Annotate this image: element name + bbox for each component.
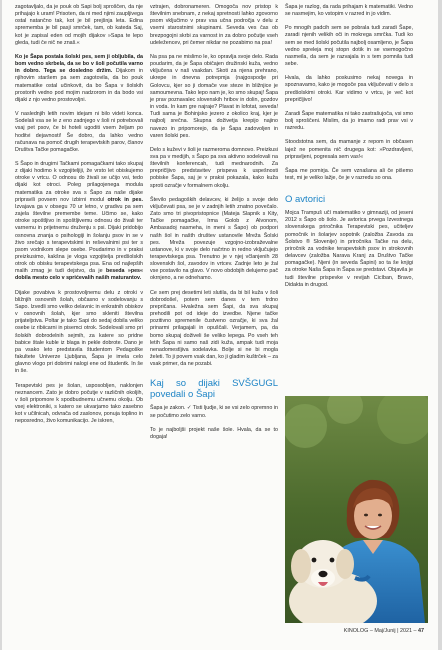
photo-illustration xyxy=(285,396,428,623)
bold-statement: beseda »pes« dobila mesto celo v sprićevalih naših maturantov. xyxy=(15,268,143,282)
paragraph: Ce sem prej desetimi leti slutila, da bi bil kuža v šoli dobrodošel, potem sem danes v tem trdno prepričana. Hvaležna sem Šapi, da sva skupaj prehodili pot od ideje do izvedbe. Njene tačke pozitivno spremenile čustveno ozračje, ki sva žal prinarmi prilagajali in opuščali. Verjamem, pa, da bomo skupaj doživeli še veliko lepega. Po vseh teh letih Šapa ni samo naš zidi kuža, ampak tudi moja nenadomestljiva sodelavka. Bolje si ne bi mogla želeti. To ji povem vsak dan, ko ji gladim kuštrček – za vsak primer, da ne pozabi. xyxy=(150,289,278,368)
student-quote: Po mnogih padcih sem se pobrala tudi zaradi Šape, zaradi njenih velikih oči in mokrega smrčka. Tudi ko sem se med šolski počutila najbolj osamljeno, je Šapa vedno spreleja moj stopn dotik in se vsemogočno nasmeila, da sem je razvajala in s tem pomnila tudi sebe. xyxy=(285,25,413,68)
student-quote: To je najboljši projekt naše šole. Hvala, da se to dogaja! xyxy=(150,426,278,440)
paragraph: V naslednjih letih novim idejam ni bilo videti konca. Sodelali vsa se le z eno zadnjego v šoli ni potrebovali vsaj pet psov, če bi hoteli ugoditi vsem željam po hoditvi dejavnosti! Še dobro, da lahko vedno računava na pomoč drugih terapevtskih parov, članov Društva Tačke pomagačke. xyxy=(15,111,143,153)
issue-date: Maj/Junij | 2021 xyxy=(374,628,412,634)
paragraph-text: S Šapo in drugimi Tačkami pomagačkami tako skupaj z dijaki hodimo k vzgojiteljiji, že vrsto let obiskujemo otroke v vrtcu. O odnosu do živali se učijo vsi, tedo dijaki kot otroci. Poleg prilagojenega modula matematika za otroke sva s Šapo za naše dijake pripravili povsem nov izbirni modul xyxy=(15,160,143,203)
paragraph: Dijake povabiva k prostovoljnemu delu z otroki v bližnjih osnovnih šolah, občasno v sodelovanju s Sapo. Izvedli smo veliko delavnic in enkratnih obiskov v osnovnih šolah, kjer smo skleniti številna prijateljstva. Poltar je tako Sapi do sedaj dobila veliko osebe iz ribiicarni in pisemci otrok. Sodelovali smo pri šolskih dobrodelnih sejmih, za katere so pridne babice štale kuble iz blaga in pekle dobrote. Dano je pa vsako leto predstavila študentom Pedagoške fakultete Univerze Ljubljana, Šapa je imela celo glavno vlogo pri dobrimi nalogi ene od študentk. In še in še. xyxy=(15,289,143,375)
paragraph: Na psa pa ne mislimo le, ko opravlja svoje delo. Rada poudarim, da je Šapa običajen družinski kuža, vedno vključena v naš vsakdan. Skoti za njena prehrano, ukrepe in dnevna potrepmja (najgospodje pri Golovcu, kjer so ji domače vse steze in bližnjice je samoumevna. Tako lepo nam je, ko smo skupaj! Šapa je prav poznavalec slovenskih hribov in dolin, gozdov in voda. In kam gre najraje? Plavat in lofotat, seveda! Tudi sama je Bohinjsko jezero z okolico kraj, kjer je najbolj srečna. Skupna doživetja krepijo najino navezo in pripomorejo, da je Šapa zadovoljen in varen šolski pes. xyxy=(150,53,278,139)
paragraph-text: Dijakom in njihovim staršem pa sem zagotovila, da bo pouk matematike ostal učinkovit, da bo Šapa v šolskih prostorih vedno pod mojim nadzorom in da bodo vsi dijaki z njo vedno prostovoljni. xyxy=(15,68,143,103)
bold-statement: Ko je Šapa postala šolski pes, sem ji obljubila, da bom vedno skrbela, da se bo v šoli počutila varno in dobro. Tega se dosledno držim. xyxy=(15,53,143,75)
paragraph: Delo s kuževi v šoli je razmeroma domnovo. Preizkusi sva pa v medijih, s Šapo pa sva aktivno sodelovali na številnih konferencah, tudi mednarodnih. Za prepričljivo predstavitev prispeva k uspešnosti pobiske Šapa, saj je v praksi pokazala, kako kuža sproti ozračje v formalnem okolju. xyxy=(150,146,278,189)
column-left xyxy=(15,4,143,425)
author-with-dog-photo xyxy=(285,396,428,623)
paragraph: vztrajen, dobronameren. Omogoča nov pristop k številnim snebnam, z nekaj spretnosti lahko zgovorno psom vključimo v prav vsa učna področja v delu z vsemi starostnimi skupinami. Seveda ves čas ob brezpogojni skrbi za varnost in za dobro počutje vseh udeležencev, pri čemer nikdar ne pozabimo na psa! xyxy=(150,4,278,46)
student-quote: Šapa je razlog, da rada prihajam k matematiki. Vedno se nasmejim, ko vstopim v razred in jo vidim. xyxy=(285,4,413,18)
paragraph: Število pedagoških delavcev, ki želijo s svoje delo vključevati psa, se je v zadnjih letih znatno povečalo. Zato smo tri pivopristopnice (Mateja Slapnik s Kity, Tačke pomagačke, Irma Golob z Alvonom, Ambasadoj nasmeha, in meni s Šapo) ob podpori našh šol in našth društev ustanovile Mreža Šolski pes. Mreža povezuje vzgojno-izobraževalne ustanove, ki v svoje delo načrtno in redno vključujejo terapevtskega psa. Trenutno je v njej včlanjenih 28 slovenskih šol, zavodov in vrtcev. Zadnje leto je žal vse postavilo na glavo. V novo obdobjih delujemo pač okrnjeno, a ne odnehamo. xyxy=(150,196,278,282)
paragraph-text: Izvajava ga v obsegu 70 ur letno, v gradivu pa sem zajela številne premembe teme. Učimo se, kako otroke spoštljivo in spoštljivemu odnosu do živali ter varnemu in prijetnemu druženju s psi. Dijaki pridobijo osnovna znanja o psihologiji in šolanju psov in se v živo srečajo s terapevtskimi in reševalnimi psi ter s psom vodnikom slepe osebe. Poudarimo in v praksi preizkusimo, kakšna je vloga vzgojitelja predšolskih otrok ob obisku terapevtskega psa. Ena od najlepših malih zmag je tudi dejstvo, da je xyxy=(15,203,143,275)
student-quote: Zaradi Šape matematika ni tako zastrašujoča, vsi smo bolj sproščeni. Mislim, da jo imamo radi prav vsi v razredu. xyxy=(285,110,414,132)
magazine-page xyxy=(2,0,438,650)
student-quote: Šapa me pomirja. Če sem vznašana ali če pišemo test, mi je veliko lažje, če je v razredu so ona. xyxy=(285,167,413,181)
column-middle xyxy=(150,4,278,441)
column-right xyxy=(285,4,413,289)
section-heading-students: Kaj so dijaki SVŠGUGL povedali o Šapi xyxy=(150,378,278,401)
magazine-name: KINOLOG xyxy=(343,628,369,634)
student-quote: Šapa je zakon. ✓ Tisti ljudje, ki se vsi zelo opremno in se počutimo zelo varno. xyxy=(150,405,278,419)
paragraph xyxy=(15,54,143,104)
author-bio: Mojca Trampuš učí matematiko v gimnaziji, od jeseni 2012 s Šapo ob šolo. Je avtorica prvega Izvestnega slovenskega priročnika Terapevtski pes, učiteljev pomočnik in šolarjev sopotnik (založba Zavoda za Šolstvo ® Slovenije) in priročnika Tačke na delu, priročnik za vodnike terapevtskih psov in strokovnih delavcev (založba Narava Kranj za Društvo Tačke pomagačke). Njeni (in seveda Šapini) so ta še knjigi za otroke Naša Šapa in Šapa se predstavi. Objavila je tudi številne prispevke v revijah Cicíban, Bravo, Didakta in drugod. xyxy=(285,210,413,288)
section-heading-author: O avtorici xyxy=(285,194,326,206)
module-name: otrok in pes. xyxy=(107,196,143,203)
paragraph: Terapevtski pes je šolan, usposobljen, naklonjen neznancem. Zato je dobro počutje v različnih okoljih, v šoli pripomore k spodbudnemu učnemu okolju. Ob vsej elektroniki, s katero se ukvarjamo tako zasebno kot v učilnicah, odvrača od zaslonov, ponuja toplino in neposredno, živo komunikacijo. Je iskren, xyxy=(15,382,143,425)
page-number: 47 xyxy=(418,628,424,634)
page-footer: KINOLOG – Maj/Junij | 2021 – 47 xyxy=(343,628,424,634)
paragraph xyxy=(15,161,143,283)
paragraph: zagotavljalo, da je pouk ob Sapi bolj sproščen, da nje prihajajo k uram! Prisoten, da ni med njimi zaupljivega ostal natančno tak, kot je bil prejšnja leta. Edina sprememba je bil pasji smrček, tam, ob kateda Saj, kot je zapisal eden od mojih dijakov »Sapa te lepo gleda, tudi če nič ne znaš.« xyxy=(15,4,143,46)
student-quote: Stoodstotna sem, da mamanje z repom in občasen lajež ne pomenita nič drugega kot: »Pozdravljeni, pripravljeni, pogresala sem vas!« xyxy=(285,139,413,160)
student-quote: Hvala, da lahko poskusimo nekaj novega in spoznavamo, kako je mogoče psa vključevati v delo s predšolskimi otroki. Kar vidimo v vrtcu, je več kot prepričljivo! xyxy=(285,75,413,103)
